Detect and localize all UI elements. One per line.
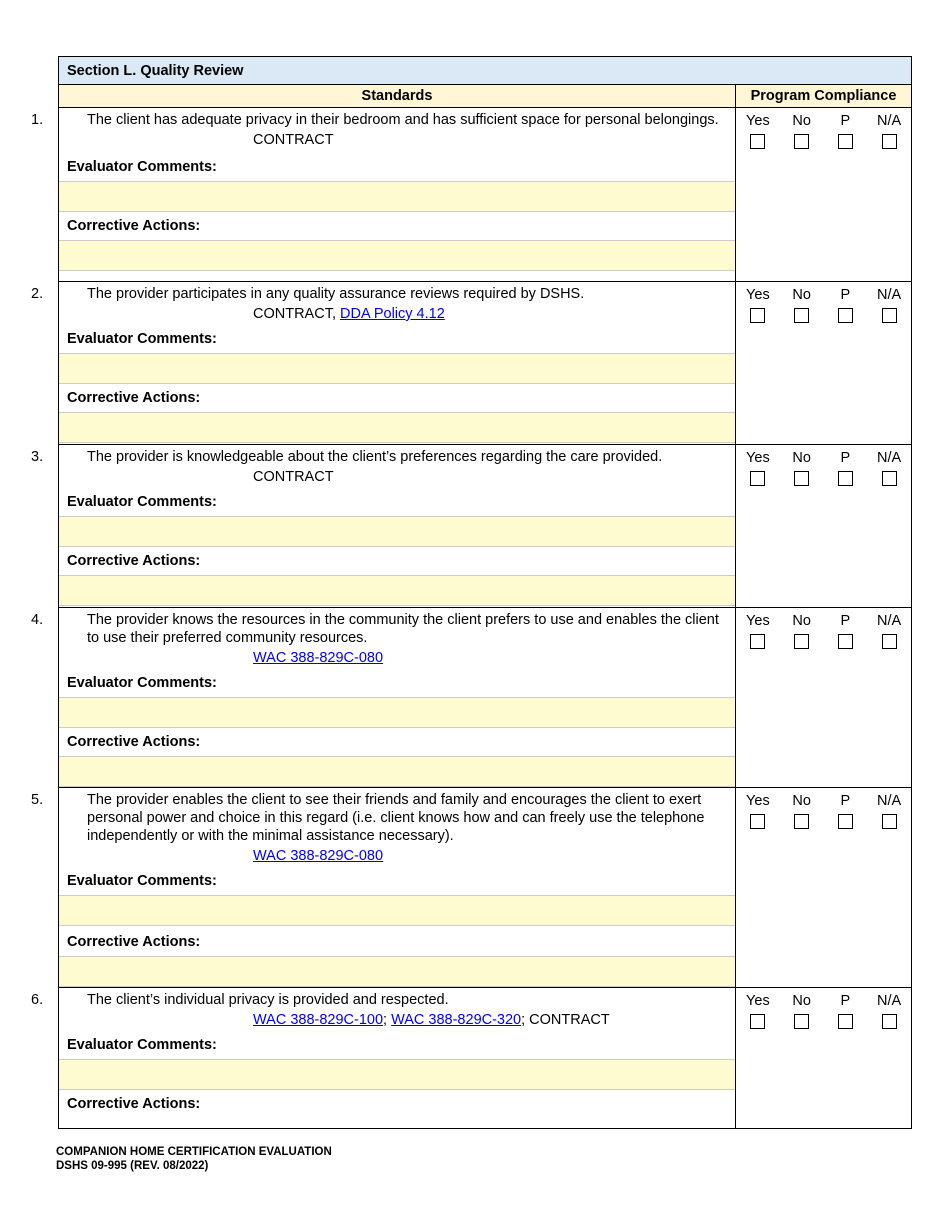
evaluator-comments-label: Evaluator Comments:	[67, 331, 217, 347]
standard-row-3: 3. The provider is knowledgeable about the client’s preferences regarding the care provided. CONTRACT Evaluator Comments: Corrective Actions: Yes No P N/A	[59, 445, 912, 608]
standard-reference: CONTRACT	[253, 132, 334, 148]
standard-text: 3. The provider is knowledgeable about the client’s preferences regarding the care provided.	[31, 449, 663, 465]
na-checkbox[interactable]	[882, 1014, 897, 1029]
corrective-actions-label: Corrective Actions:	[67, 390, 201, 406]
evaluator-comments-label: Evaluator Comments:	[67, 1037, 217, 1053]
standard-reference	[59, 649, 735, 667]
standards-header: Standards	[59, 85, 736, 108]
na-checkbox[interactable]	[882, 471, 897, 486]
form-number: DSHS 09-995 (REV. 08/2022)	[56, 1160, 209, 1172]
partial-checkbox[interactable]	[838, 134, 853, 149]
dda-policy-link[interactable]: DDA Policy 4.12	[340, 306, 445, 322]
standard-row-5: 5. The provider enables the client to see their friends and family and encourages the client to exert personal power and choice in this regard (i.e. client knows how and can freely use the telephone independently or with the minimal assistance necessary). WAC 388-829C-080 Evaluator Comments: Corrective Actions: Yes No P N/A	[59, 788, 912, 988]
evaluator-comments-field[interactable]	[59, 516, 735, 547]
evaluator-comments-field[interactable]	[59, 353, 735, 384]
standard-row-4: 4. The provider knows the resources in the community the client prefers to use and enables the client to use their preferred community resources. WAC 388-829C-080 Evaluator Comments: Corrective Actions: Yes No P N/A	[59, 608, 912, 788]
na-checkbox[interactable]	[882, 634, 897, 649]
standard-text: 2. The provider participates in any quality assurance reviews required by DSHS.	[31, 286, 585, 302]
standard-row-2: 2. The provider participates in any quality assurance reviews required by DSHS. CONTRACT, DDA Policy 4.12 Evaluator Comments: Corrective Actions: Yes No P N/A	[59, 282, 912, 445]
corrective-actions-label: Corrective Actions:	[67, 934, 201, 950]
section-title: Section L. Quality Review	[59, 57, 912, 85]
yes-checkbox[interactable]	[750, 814, 765, 829]
page-footer	[56, 1145, 332, 1173]
standard-reference: WAC 388-829C-100; WAC 388-829C-320; CONTRACT	[253, 1012, 610, 1028]
evaluator-comments-label: Evaluator Comments:	[67, 873, 217, 889]
na-checkbox[interactable]	[882, 308, 897, 323]
corrective-actions-label: Corrective Actions:	[67, 553, 201, 569]
no-checkbox[interactable]	[794, 634, 809, 649]
corrective-actions-field[interactable]	[59, 956, 735, 987]
evaluator-comments-field[interactable]	[59, 1059, 735, 1090]
corrective-actions-label: Corrective Actions:	[67, 218, 201, 234]
wac-link[interactable]: WAC 388-829C-080	[253, 848, 384, 864]
yes-checkbox[interactable]	[750, 471, 765, 486]
corrective-actions-label: Corrective Actions:	[67, 734, 201, 750]
no-checkbox[interactable]	[794, 814, 809, 829]
no-checkbox[interactable]	[794, 471, 809, 486]
standard-text: 4. The provider knows the resources in the community the client prefers to use and enables the client to use their preferred community resources.	[31, 612, 719, 646]
standard-text: 6. The client’s individual privacy is provided and respected.	[31, 992, 449, 1008]
evaluator-comments-label: Evaluator Comments:	[67, 675, 217, 691]
form-title: COMPANION HOME CERTIFICATION EVALUATION	[56, 1146, 332, 1158]
evaluator-comments-label: Evaluator Comments:	[67, 494, 217, 510]
wac-link-320[interactable]: WAC 388-829C-320	[391, 1012, 522, 1028]
evaluator-comments-field[interactable]	[59, 181, 735, 212]
partial-checkbox[interactable]	[838, 634, 853, 649]
yes-checkbox[interactable]	[750, 634, 765, 649]
na-checkbox[interactable]	[882, 814, 897, 829]
corrective-actions-field[interactable]	[59, 412, 735, 443]
standard-row-1: 1. The client has adequate privacy in their bedroom and has sufficient space for personal belongings. CONTRACT Evaluator Comments: Corrective Actions: Yes No P N/A	[59, 108, 912, 282]
no-checkbox[interactable]	[794, 308, 809, 323]
partial-checkbox[interactable]	[838, 471, 853, 486]
standard-reference: CONTRACT	[253, 469, 334, 485]
corrective-actions-field[interactable]	[59, 575, 735, 606]
wac-link-100[interactable]: WAC 388-829C-100	[253, 1012, 384, 1028]
standard-reference	[59, 847, 735, 865]
evaluator-comments-field[interactable]	[59, 895, 735, 926]
no-checkbox[interactable]	[794, 1014, 809, 1029]
corrective-actions-label: Corrective Actions:	[67, 1096, 201, 1112]
yes-checkbox[interactable]	[750, 308, 765, 323]
partial-checkbox[interactable]	[838, 814, 853, 829]
standard-text: 1. The client has adequate privacy in their bedroom and has sufficient space for personal belongings.	[31, 112, 719, 128]
evaluator-comments-label: Evaluator Comments:	[67, 159, 217, 175]
corrective-actions-field[interactable]	[59, 240, 735, 271]
yes-checkbox[interactable]	[750, 134, 765, 149]
corrective-actions-field[interactable]	[59, 756, 735, 787]
evaluator-comments-field[interactable]	[59, 697, 735, 728]
standard-text: 5. The provider enables the client to see their friends and family and encourages the client to exert personal power and choice in this regard (i.e. client knows how and can freely use the telephone independently or with the minimal assistance necessary).	[31, 792, 705, 844]
quality-review-form	[31, 56, 911, 1116]
yes-checkbox[interactable]	[750, 1014, 765, 1029]
na-checkbox[interactable]	[882, 134, 897, 149]
wac-link[interactable]: WAC 388-829C-080	[253, 650, 384, 666]
partial-checkbox[interactable]	[838, 308, 853, 323]
no-checkbox[interactable]	[794, 134, 809, 149]
compliance-header: Program Compliance	[736, 85, 912, 108]
standard-reference: CONTRACT, DDA Policy 4.12	[253, 306, 445, 322]
partial-checkbox[interactable]	[838, 1014, 853, 1029]
standard-row-6: 6. The client’s individual privacy is provided and respected. WAC 388-829C-100; WAC 388-829C-320; CONTRACT Evaluator Comments: Corrective Actions: Yes No P N/A	[59, 988, 912, 1129]
